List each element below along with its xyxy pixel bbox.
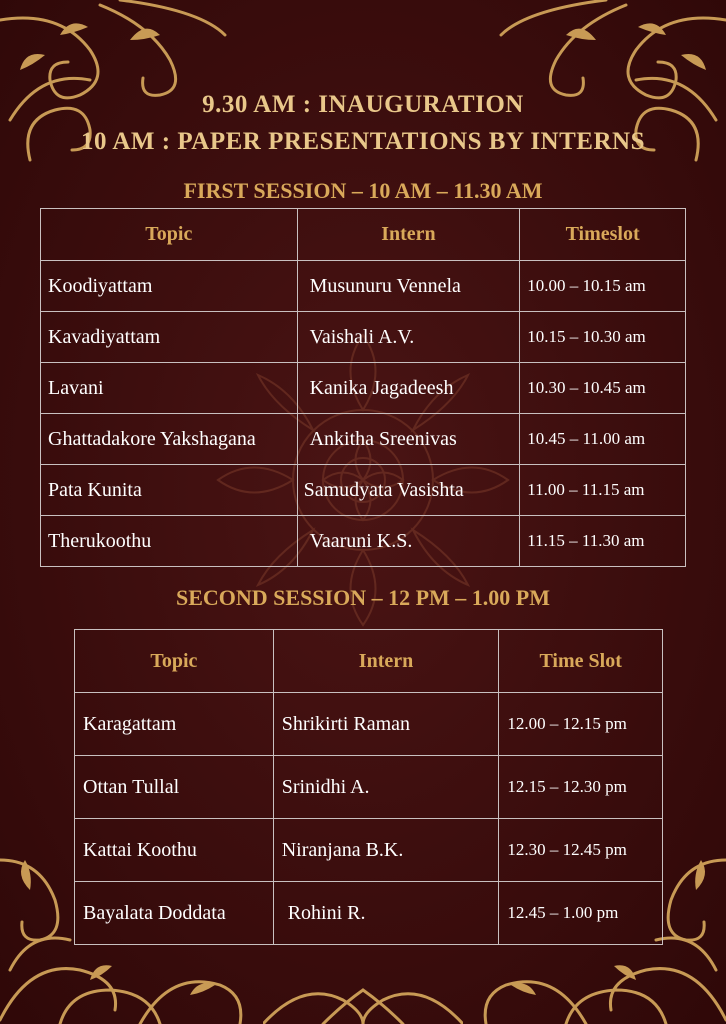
intern-cell: Kanika Jagadeesh [297, 363, 520, 414]
intern-cell: Vaaruni K.S. [297, 516, 520, 567]
column-header-topic: Topic [41, 209, 298, 261]
time-cell: 12.15 – 12.30 pm [499, 756, 663, 819]
time-cell: 10.15 – 10.30 am [520, 312, 686, 363]
column-header-intern: Intern [273, 630, 499, 693]
first-session-title: FIRST SESSION – 10 AM – 11.30 AM [183, 178, 543, 203]
table-row [41, 414, 686, 465]
time-cell: 12.00 – 12.15 pm [499, 693, 663, 756]
topic-cell: Kattai Koothu [75, 819, 274, 882]
inauguration-heading: 9.30 AM : INAUGURATION [202, 91, 524, 118]
second-session-table [74, 629, 663, 945]
table-row [75, 819, 663, 882]
table-row [41, 363, 686, 414]
intern-cell: Ankitha Sreenivas [297, 414, 520, 465]
flourish-bottom-center-icon [263, 960, 463, 1024]
table-row [75, 693, 663, 756]
topic-cell: Karagattam [75, 693, 274, 756]
table-row [41, 465, 686, 516]
time-cell: 11.00 – 11.15 am [520, 465, 686, 516]
table-row [41, 261, 686, 312]
table-header-row [41, 209, 686, 261]
table-header-row [75, 630, 663, 693]
topic-cell: Ottan Tullal [75, 756, 274, 819]
second-session-title: SECOND SESSION – 12 PM – 1.00 PM [175, 585, 551, 610]
column-header-time-slot: Time Slot [499, 630, 663, 693]
intern-cell: Srinidhi A. [273, 756, 499, 819]
topic-cell: Pata Kunita [41, 465, 298, 516]
table-row [41, 516, 686, 567]
topic-cell: Therukoothu [41, 516, 298, 567]
time-cell: 10.30 – 10.45 am [520, 363, 686, 414]
time-cell: 12.45 – 1.00 pm [499, 882, 663, 945]
table-row [41, 312, 686, 363]
first-session-table [40, 208, 686, 567]
time-cell: 10.45 – 11.00 am [520, 414, 686, 465]
presentations-heading: 10 AM : PAPER PRESENTATIONS BY INTERNS [81, 128, 645, 155]
topic-cell: Ghattadakore Yakshagana [41, 414, 298, 465]
topic-cell: Bayalata Doddata [75, 882, 274, 945]
column-header-intern: Intern [297, 209, 520, 261]
topic-cell: Koodiyattam [41, 261, 298, 312]
intern-cell: Musunuru Vennela [297, 261, 520, 312]
table-row [75, 756, 663, 819]
intern-cell: Rohini R. [273, 882, 499, 945]
intern-cell: Vaishali A.V. [297, 312, 520, 363]
intern-cell: Samudyata Vasishta [297, 465, 520, 516]
table-row [75, 882, 663, 945]
intern-cell: Niranjana B.K. [273, 819, 499, 882]
topic-cell: Kavadiyattam [41, 312, 298, 363]
column-header-timeslot: Timeslot [520, 209, 686, 261]
topic-cell: Lavani [41, 363, 298, 414]
column-header-topic: Topic [75, 630, 274, 693]
time-cell: 11.15 – 11.30 am [520, 516, 686, 567]
intern-cell: Shrikirti Raman [273, 693, 499, 756]
time-cell: 10.00 – 10.15 am [520, 261, 686, 312]
time-cell: 12.30 – 12.45 pm [499, 819, 663, 882]
